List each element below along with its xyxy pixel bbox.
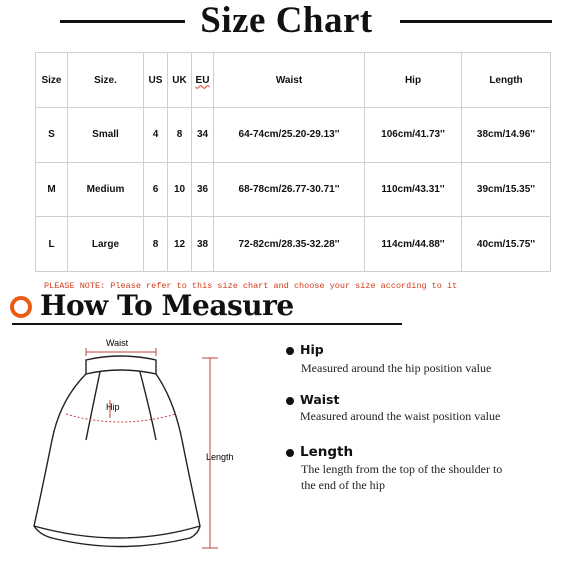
cell-eu: 38 <box>192 217 214 272</box>
cell-waist: 68-78cm/26.77-30.71'' <box>214 162 365 217</box>
skirt-diagram <box>0 330 260 560</box>
cell-length: 39cm/15.35'' <box>462 162 551 217</box>
cell-hip: 110cm/43.31'' <box>365 162 462 217</box>
cell-uk: 12 <box>168 217 192 272</box>
measure-item-title: Hip <box>300 342 324 357</box>
cell-eu: 34 <box>192 108 214 163</box>
cell-eu: 36 <box>192 162 214 217</box>
cell-us: 4 <box>144 108 168 163</box>
cell-uk: 10 <box>168 162 192 217</box>
size-note: PLEASE NOTE: Please refer to this size chart and choose your size according to it <box>44 281 458 291</box>
page-title: Size Chart <box>200 0 373 41</box>
column-header-waist: Waist <box>214 53 365 108</box>
hip-label: Hip <box>106 402 120 412</box>
table-header-row <box>36 53 551 108</box>
column-header-hip: Hip <box>365 53 462 108</box>
cell-size-name: Large <box>68 217 144 272</box>
measure-item-waist <box>286 392 556 432</box>
column-header-us: US <box>144 53 168 108</box>
table-row <box>36 217 551 272</box>
bullet-icon <box>286 449 294 457</box>
cell-size-name: Medium <box>68 162 144 217</box>
bullet-icon <box>286 347 294 355</box>
waist-measure-line <box>86 348 156 356</box>
column-header-size-name: Size. <box>68 53 144 108</box>
cell-us: 6 <box>144 162 168 217</box>
section-rule <box>12 323 402 325</box>
cell-size: M <box>36 162 68 217</box>
cell-waist: 64-74cm/25.20-29.13'' <box>214 108 365 163</box>
cell-uk: 8 <box>168 108 192 163</box>
column-header-size: Size <box>36 53 68 108</box>
section-bullet-icon <box>10 296 32 318</box>
cell-size-name: Small <box>68 108 144 163</box>
column-header-length: Length <box>462 53 551 108</box>
cell-waist: 72-82cm/28.35-32.28'' <box>214 217 365 272</box>
measure-item-desc: Measured around the hip position value <box>301 361 492 375</box>
hip-measure-line <box>66 414 176 422</box>
bullet-icon <box>286 397 294 405</box>
measure-item-hip <box>286 342 556 382</box>
measure-item-desc: Measured around the waist position value <box>300 409 501 423</box>
table-row <box>36 162 551 217</box>
column-header-eu: EU <box>192 53 214 108</box>
cell-length: 40cm/15.75'' <box>462 217 551 272</box>
table-row <box>36 108 551 163</box>
measure-item-desc: The length from the top of the shoulder to <box>301 462 503 476</box>
skirt-outline <box>34 356 200 547</box>
cell-hip: 106cm/41.73'' <box>365 108 462 163</box>
cell-size: L <box>36 217 68 272</box>
cell-size: S <box>36 108 68 163</box>
column-header-uk: UK <box>168 53 192 108</box>
waist-label: Waist <box>106 338 129 348</box>
measure-item-title: Waist <box>300 392 340 407</box>
measure-item-length <box>286 444 561 504</box>
length-label: Length <box>206 452 234 462</box>
cell-hip: 114cm/44.88'' <box>365 217 462 272</box>
measure-item-title: Length <box>300 444 354 460</box>
cell-length: 38cm/14.96'' <box>462 108 551 163</box>
section-title: How To Measure <box>40 289 294 322</box>
size-table <box>35 52 551 272</box>
cell-us: 8 <box>144 217 168 272</box>
measure-item-desc: the end of the hip <box>301 478 385 492</box>
